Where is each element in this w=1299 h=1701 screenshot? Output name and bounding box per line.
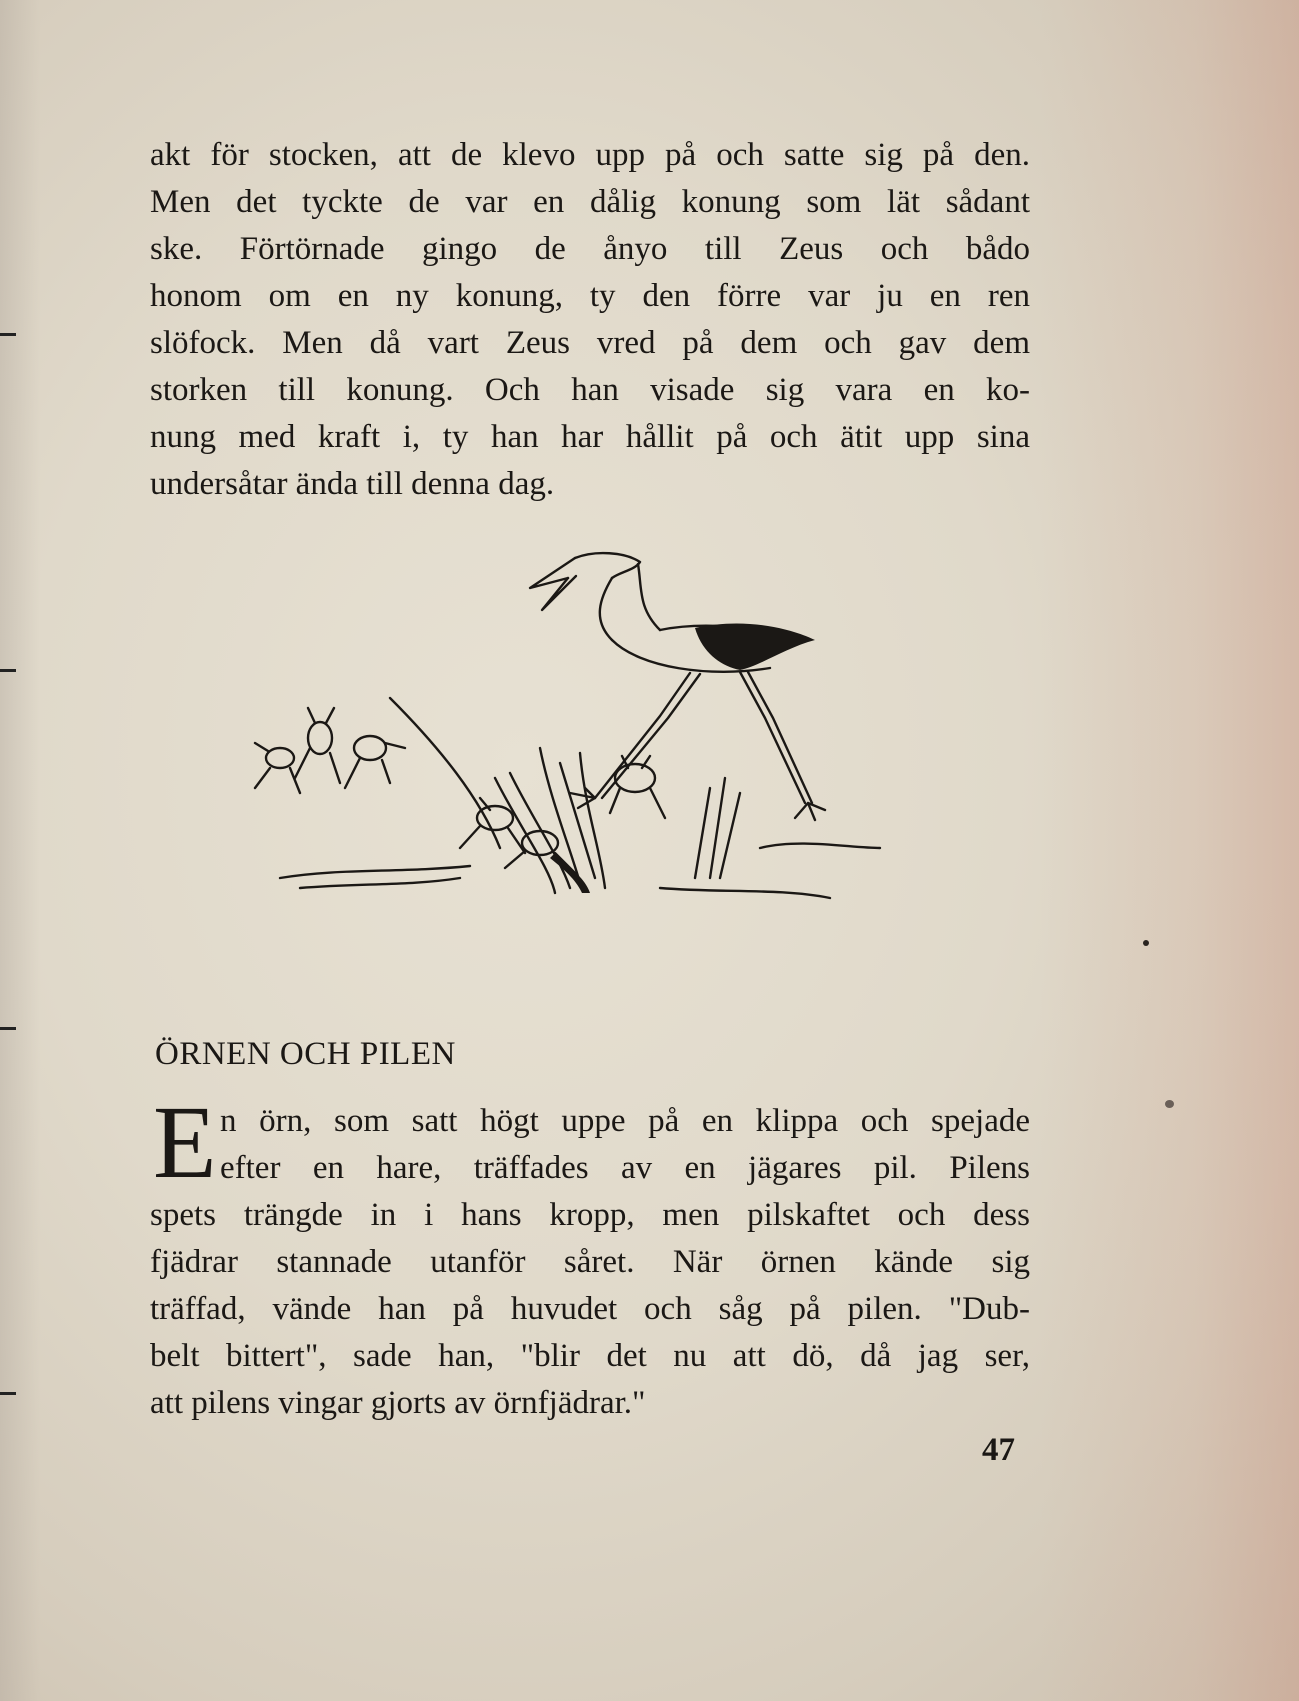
- fable-title: ÖRNEN OCH PILEN: [155, 1036, 456, 1072]
- text-line: spets trängde in i hans kropp, men pilskaftet och dess: [150, 1197, 1030, 1233]
- drop-cap: E: [153, 1085, 217, 1200]
- stork-and-frogs-illustration: [240, 548, 920, 948]
- text-line: träffad, vände han på huvudet och såg på pilen. "Dub-: [150, 1291, 1030, 1327]
- text-line: n örn, som satt högt uppe på en klippa och spejade: [220, 1103, 1030, 1139]
- binding-mark: [0, 669, 16, 672]
- text-line: nung med kraft i, ty han har hållit på och ätit upp sina: [150, 419, 1030, 455]
- fable-text: [150, 1085, 1030, 1427]
- text-line: storken till konung. Och han visade sig vara en ko-: [150, 372, 1030, 408]
- text-line: honom om en ny konung, ty den förre var ju en ren: [150, 278, 1030, 314]
- paper-speck: [1165, 1100, 1174, 1108]
- text-line: undersåtar ända till denna dag.: [150, 466, 555, 502]
- text-line: belt bittert", sade han, "blir det nu att dö, då jag ser,: [150, 1338, 1030, 1374]
- gutter-shading: [0, 0, 40, 1701]
- text-line: fjädrar stannade utanför såret. När örnen kände sig: [150, 1244, 1030, 1280]
- page-shading: [1039, 0, 1299, 1701]
- text-line: ske. Förtörnade gingo de ånyo till Zeus och bådo: [150, 231, 1030, 267]
- binding-mark: [0, 333, 16, 336]
- text-line: Men det tyckte de var en dålig konung som lät sådant: [150, 184, 1030, 220]
- text-line: efter en hare, träffades av en jägares pil. Pilens: [220, 1150, 1030, 1186]
- binding-mark: [0, 1027, 16, 1030]
- text-line: akt för stocken, att de klevo upp på och satte sig på den.: [150, 137, 1030, 173]
- text-line: slöfock. Men då vart Zeus vred på dem och gav dem: [150, 325, 1030, 361]
- page-number: 47: [982, 1432, 1015, 1468]
- paper-speck: [1143, 940, 1149, 946]
- binding-mark: [0, 1392, 16, 1395]
- text-line: att pilens vingar gjorts av örnfjädrar.": [150, 1385, 646, 1421]
- top-passage: [150, 132, 1030, 508]
